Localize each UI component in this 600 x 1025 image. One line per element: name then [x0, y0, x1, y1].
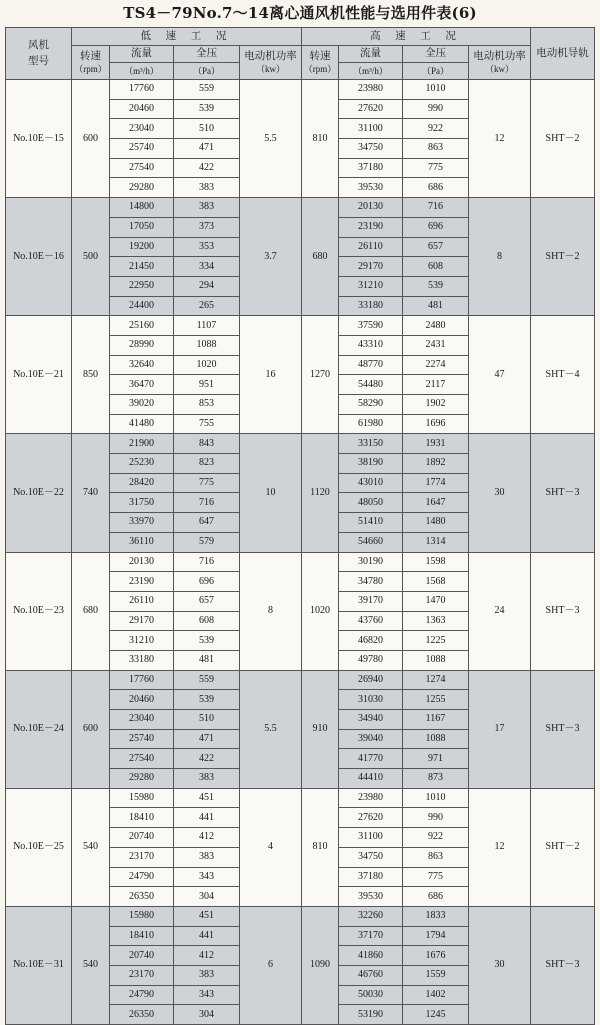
low-pressure-cell: 334 [174, 257, 240, 277]
header-high-flow-unit: （m³/h） [339, 63, 403, 80]
high-motor-power-cell: 17 [469, 670, 531, 788]
high-pressure-cell: 1088 [403, 650, 469, 670]
low-pressure-cell: 1107 [174, 316, 240, 336]
low-pressure-cell: 441 [174, 808, 240, 828]
high-speed-rpm-cell: 1020 [302, 552, 339, 670]
header-low-speed-label: 转速 [80, 50, 101, 62]
low-flow-cell: 23170 [110, 965, 174, 985]
high-pressure-cell: 1470 [403, 591, 469, 611]
high-pressure-cell: 1892 [403, 454, 469, 474]
high-flow-cell: 48770 [339, 355, 403, 375]
document-title: TS4－79No.7～14离心通风机性能与选用件表(6) [123, 4, 477, 22]
low-pressure-cell: 304 [174, 887, 240, 907]
high-flow-cell: 46820 [339, 631, 403, 651]
high-flow-cell: 46760 [339, 965, 403, 985]
low-flow-cell: 25740 [110, 139, 174, 159]
low-flow-cell: 32640 [110, 355, 174, 375]
high-flow-cell: 30190 [339, 552, 403, 572]
header-high-speed [302, 46, 339, 80]
low-flow-cell: 31210 [110, 631, 174, 651]
low-motor-power-cell: 5.5 [240, 670, 302, 788]
high-motor-power-cell: 30 [469, 434, 531, 552]
low-motor-power-cell: 5.5 [240, 80, 302, 198]
header-low-motor-power-unit: （kw） [256, 63, 285, 74]
high-pressure-cell: 1676 [403, 946, 469, 966]
low-motor-power-cell: 3.7 [240, 198, 302, 316]
header-model-label: 风机型号 [28, 39, 49, 67]
low-flow-cell: 31750 [110, 493, 174, 513]
fan-model-cell: No.10E－16 [6, 198, 72, 316]
high-pressure-cell: 873 [403, 769, 469, 789]
high-pressure-cell: 1255 [403, 690, 469, 710]
low-flow-cell: 28420 [110, 473, 174, 493]
high-flow-cell: 44410 [339, 769, 403, 789]
high-pressure-cell: 1010 [403, 80, 469, 100]
table-row [6, 906, 595, 926]
header-low-pressure: 全压 [174, 46, 240, 63]
high-flow-cell: 50030 [339, 985, 403, 1005]
low-flow-cell: 22950 [110, 276, 174, 296]
fan-model-group [6, 198, 595, 316]
high-flow-cell: 37180 [339, 867, 403, 887]
high-pressure-cell: 2431 [403, 335, 469, 355]
high-flow-cell: 41860 [339, 946, 403, 966]
high-pressure-cell: 1774 [403, 473, 469, 493]
header-high-pressure-unit: （Pa） [403, 63, 469, 80]
header-high-motor-power-label: 电动机功率 [473, 50, 526, 62]
low-pressure-cell: 1020 [174, 355, 240, 375]
high-pressure-cell: 990 [403, 808, 469, 828]
low-pressure-cell: 951 [174, 375, 240, 395]
high-flow-cell: 39530 [339, 178, 403, 198]
table-row [6, 788, 595, 808]
high-flow-cell: 39040 [339, 729, 403, 749]
low-flow-cell: 41480 [110, 414, 174, 434]
high-flow-cell: 31030 [339, 690, 403, 710]
low-flow-cell: 17050 [110, 217, 174, 237]
table-header [6, 28, 595, 80]
performance-table [5, 27, 595, 1025]
low-flow-cell: 27540 [110, 749, 174, 769]
low-flow-cell: 36470 [110, 375, 174, 395]
low-flow-cell: 26350 [110, 1005, 174, 1025]
high-pressure-cell: 922 [403, 119, 469, 139]
fan-model-group [6, 552, 595, 670]
high-flow-cell: 43310 [339, 335, 403, 355]
high-flow-cell: 39530 [339, 887, 403, 907]
high-flow-cell: 27620 [339, 808, 403, 828]
low-flow-cell: 29280 [110, 769, 174, 789]
high-flow-cell: 27620 [339, 99, 403, 119]
motor-rail-cell: SHT－2 [531, 80, 595, 198]
low-flow-cell: 26350 [110, 887, 174, 907]
high-flow-cell: 34940 [339, 710, 403, 730]
low-pressure-cell: 373 [174, 217, 240, 237]
low-flow-cell: 23040 [110, 119, 174, 139]
table-row [6, 434, 595, 454]
high-pressure-cell: 1696 [403, 414, 469, 434]
high-flow-cell: 34780 [339, 572, 403, 592]
high-flow-cell: 33150 [339, 434, 403, 454]
high-flow-cell: 31100 [339, 828, 403, 848]
low-speed-rpm-cell: 850 [72, 316, 110, 434]
high-flow-cell: 53190 [339, 1005, 403, 1025]
low-flow-cell: 17760 [110, 670, 174, 690]
high-motor-power-cell: 24 [469, 552, 531, 670]
table-row [6, 552, 595, 572]
high-pressure-cell: 1402 [403, 985, 469, 1005]
low-motor-power-cell: 6 [240, 906, 302, 1024]
high-pressure-cell: 657 [403, 237, 469, 257]
low-pressure-cell: 510 [174, 119, 240, 139]
low-flow-cell: 24790 [110, 867, 174, 887]
low-flow-cell: 18410 [110, 808, 174, 828]
high-flow-cell: 26940 [339, 670, 403, 690]
high-pressure-cell: 608 [403, 257, 469, 277]
low-pressure-cell: 353 [174, 237, 240, 257]
high-pressure-cell: 1088 [403, 729, 469, 749]
high-pressure-cell: 1314 [403, 532, 469, 552]
high-flow-cell: 31210 [339, 276, 403, 296]
header-high-motor-power-unit: （kw） [485, 63, 514, 74]
header-motor-rail: 电动机导轨 [531, 28, 595, 80]
high-flow-cell: 33180 [339, 296, 403, 316]
low-motor-power-cell: 10 [240, 434, 302, 552]
high-pressure-cell: 1794 [403, 926, 469, 946]
header-high-speed-group: 高 速 工 况 [302, 28, 531, 46]
low-pressure-cell: 471 [174, 729, 240, 749]
high-flow-cell: 23980 [339, 788, 403, 808]
low-flow-cell: 29170 [110, 611, 174, 631]
high-pressure-cell: 1225 [403, 631, 469, 651]
high-motor-power-cell: 12 [469, 788, 531, 906]
low-flow-cell: 18410 [110, 926, 174, 946]
low-pressure-cell: 383 [174, 769, 240, 789]
low-pressure-cell: 383 [174, 198, 240, 218]
low-pressure-cell: 422 [174, 749, 240, 769]
low-pressure-cell: 823 [174, 454, 240, 474]
low-flow-cell: 25740 [110, 729, 174, 749]
low-flow-cell: 20460 [110, 690, 174, 710]
fan-model-group [6, 670, 595, 788]
low-flow-cell: 24790 [110, 985, 174, 1005]
low-pressure-cell: 304 [174, 1005, 240, 1025]
low-pressure-cell: 755 [174, 414, 240, 434]
low-flow-cell: 20740 [110, 828, 174, 848]
high-flow-cell: 37180 [339, 158, 403, 178]
table-row [6, 80, 595, 100]
high-speed-rpm-cell: 810 [302, 788, 339, 906]
high-pressure-cell: 863 [403, 847, 469, 867]
motor-rail-cell: SHT－3 [531, 552, 595, 670]
low-pressure-cell: 539 [174, 99, 240, 119]
high-pressure-cell: 481 [403, 296, 469, 316]
high-pressure-cell: 1647 [403, 493, 469, 513]
low-pressure-cell: 696 [174, 572, 240, 592]
high-motor-power-cell: 12 [469, 80, 531, 198]
high-pressure-cell: 696 [403, 217, 469, 237]
low-flow-cell: 23170 [110, 847, 174, 867]
header-high-speed-unit: （rpm） [303, 63, 337, 74]
high-speed-rpm-cell: 1270 [302, 316, 339, 434]
low-motor-power-cell: 4 [240, 788, 302, 906]
high-pressure-cell: 922 [403, 828, 469, 848]
high-pressure-cell: 686 [403, 178, 469, 198]
low-pressure-cell: 422 [174, 158, 240, 178]
low-flow-cell: 33180 [110, 650, 174, 670]
high-flow-cell: 37590 [339, 316, 403, 336]
low-speed-rpm-cell: 600 [72, 80, 110, 198]
high-motor-power-cell: 8 [469, 198, 531, 316]
low-pressure-cell: 579 [174, 532, 240, 552]
high-pressure-cell: 1902 [403, 395, 469, 415]
low-flow-cell: 28990 [110, 335, 174, 355]
high-pressure-cell: 1363 [403, 611, 469, 631]
high-pressure-cell: 1245 [403, 1005, 469, 1025]
low-motor-power-cell: 8 [240, 552, 302, 670]
high-flow-cell: 58290 [339, 395, 403, 415]
high-speed-rpm-cell: 1120 [302, 434, 339, 552]
low-pressure-cell: 775 [174, 473, 240, 493]
low-speed-rpm-cell: 740 [72, 434, 110, 552]
fan-model-cell: No.10E－31 [6, 906, 72, 1024]
header-low-flow-unit: （m³/h） [110, 63, 174, 80]
low-pressure-cell: 343 [174, 985, 240, 1005]
motor-rail-cell: SHT－2 [531, 788, 595, 906]
low-flow-cell: 23190 [110, 572, 174, 592]
high-pressure-cell: 1931 [403, 434, 469, 454]
high-speed-rpm-cell: 910 [302, 670, 339, 788]
fan-model-cell: No.10E－25 [6, 788, 72, 906]
low-flow-cell: 24400 [110, 296, 174, 316]
high-pressure-cell: 686 [403, 887, 469, 907]
low-pressure-cell: 294 [174, 276, 240, 296]
high-flow-cell: 48050 [339, 493, 403, 513]
high-speed-rpm-cell: 1090 [302, 906, 339, 1024]
low-pressure-cell: 441 [174, 926, 240, 946]
high-pressure-cell: 716 [403, 198, 469, 218]
table-row [6, 670, 595, 690]
high-pressure-cell: 1167 [403, 710, 469, 730]
low-flow-cell: 25160 [110, 316, 174, 336]
high-motor-power-cell: 30 [469, 906, 531, 1024]
low-flow-cell: 33970 [110, 513, 174, 533]
table-row [6, 316, 595, 336]
high-flow-cell: 54660 [339, 532, 403, 552]
header-high-flow: 流量 [339, 46, 403, 63]
low-flow-cell: 25230 [110, 454, 174, 474]
low-pressure-cell: 471 [174, 139, 240, 159]
fan-model-cell: No.10E－15 [6, 80, 72, 198]
high-pressure-cell: 2480 [403, 316, 469, 336]
high-pressure-cell: 775 [403, 867, 469, 887]
low-flow-cell: 15980 [110, 788, 174, 808]
high-pressure-cell: 1274 [403, 670, 469, 690]
header-low-speed-unit: （rpm） [74, 63, 107, 74]
low-pressure-cell: 265 [174, 296, 240, 316]
high-flow-cell: 26110 [339, 237, 403, 257]
low-speed-rpm-cell: 680 [72, 552, 110, 670]
high-flow-cell: 54480 [339, 375, 403, 395]
low-flow-cell: 23040 [110, 710, 174, 730]
high-flow-cell: 34750 [339, 139, 403, 159]
high-flow-cell: 41770 [339, 749, 403, 769]
low-flow-cell: 20460 [110, 99, 174, 119]
table-row [6, 198, 595, 218]
fan-model-group [6, 788, 595, 906]
motor-rail-cell: SHT－3 [531, 906, 595, 1024]
motor-rail-cell: SHT－3 [531, 434, 595, 552]
high-flow-cell: 51410 [339, 513, 403, 533]
low-pressure-cell: 451 [174, 906, 240, 926]
low-motor-power-cell: 16 [240, 316, 302, 434]
low-pressure-cell: 383 [174, 847, 240, 867]
fan-model-cell: No.10E－24 [6, 670, 72, 788]
high-flow-cell: 32260 [339, 906, 403, 926]
high-pressure-cell: 1568 [403, 572, 469, 592]
low-flow-cell: 20130 [110, 552, 174, 572]
high-flow-cell: 38190 [339, 454, 403, 474]
high-pressure-cell: 1480 [403, 513, 469, 533]
high-pressure-cell: 539 [403, 276, 469, 296]
high-flow-cell: 23980 [339, 80, 403, 100]
fan-model-group [6, 434, 595, 552]
high-pressure-cell: 971 [403, 749, 469, 769]
low-flow-cell: 19200 [110, 237, 174, 257]
header-low-motor-power-label: 电动机功率 [244, 50, 297, 62]
low-pressure-cell: 481 [174, 650, 240, 670]
low-speed-rpm-cell: 540 [72, 906, 110, 1024]
low-flow-cell: 21450 [110, 257, 174, 277]
high-flow-cell: 34750 [339, 847, 403, 867]
low-pressure-cell: 412 [174, 828, 240, 848]
high-pressure-cell: 1833 [403, 906, 469, 926]
header-low-pressure-unit: （Pa） [174, 63, 240, 80]
low-flow-cell: 14800 [110, 198, 174, 218]
low-pressure-cell: 559 [174, 670, 240, 690]
high-flow-cell: 20130 [339, 198, 403, 218]
high-flow-cell: 43760 [339, 611, 403, 631]
low-flow-cell: 29280 [110, 178, 174, 198]
low-flow-cell: 27540 [110, 158, 174, 178]
high-pressure-cell: 775 [403, 158, 469, 178]
header-model [6, 28, 72, 80]
fan-model-group [6, 316, 595, 434]
low-pressure-cell: 383 [174, 178, 240, 198]
high-flow-cell: 23190 [339, 217, 403, 237]
low-pressure-cell: 853 [174, 395, 240, 415]
low-pressure-cell: 412 [174, 946, 240, 966]
low-speed-rpm-cell: 600 [72, 670, 110, 788]
high-pressure-cell: 1559 [403, 965, 469, 985]
high-motor-power-cell: 47 [469, 316, 531, 434]
low-pressure-cell: 716 [174, 552, 240, 572]
high-flow-cell: 61980 [339, 414, 403, 434]
low-speed-rpm-cell: 500 [72, 198, 110, 316]
header-high-motor-power [469, 46, 531, 80]
high-flow-cell: 29170 [339, 257, 403, 277]
low-pressure-cell: 383 [174, 965, 240, 985]
low-flow-cell: 17760 [110, 80, 174, 100]
low-pressure-cell: 657 [174, 591, 240, 611]
motor-rail-cell: SHT－3 [531, 670, 595, 788]
fan-model-group [6, 906, 595, 1024]
low-flow-cell: 26110 [110, 591, 174, 611]
header-low-motor-power [240, 46, 302, 80]
low-flow-cell: 15980 [110, 906, 174, 926]
high-flow-cell: 39170 [339, 591, 403, 611]
low-pressure-cell: 539 [174, 631, 240, 651]
header-low-speed [72, 46, 110, 80]
low-pressure-cell: 510 [174, 710, 240, 730]
low-flow-cell: 20740 [110, 946, 174, 966]
header-high-pressure: 全压 [403, 46, 469, 63]
low-speed-rpm-cell: 540 [72, 788, 110, 906]
motor-rail-cell: SHT－4 [531, 316, 595, 434]
high-pressure-cell: 1598 [403, 552, 469, 572]
low-pressure-cell: 843 [174, 434, 240, 454]
high-flow-cell: 37170 [339, 926, 403, 946]
header-high-speed-label: 转速 [309, 50, 331, 62]
high-pressure-cell: 2274 [403, 355, 469, 375]
header-low-flow: 流量 [110, 46, 174, 63]
low-flow-cell: 21900 [110, 434, 174, 454]
low-flow-cell: 36110 [110, 532, 174, 552]
fan-model-cell: No.10E－23 [6, 552, 72, 670]
high-flow-cell: 49780 [339, 650, 403, 670]
motor-rail-cell: SHT－2 [531, 198, 595, 316]
low-pressure-cell: 716 [174, 493, 240, 513]
high-speed-rpm-cell: 680 [302, 198, 339, 316]
high-flow-cell: 43010 [339, 473, 403, 493]
low-pressure-cell: 343 [174, 867, 240, 887]
high-pressure-cell: 1010 [403, 788, 469, 808]
high-speed-rpm-cell: 810 [302, 80, 339, 198]
high-flow-cell: 31100 [339, 119, 403, 139]
low-pressure-cell: 539 [174, 690, 240, 710]
fan-model-cell: No.10E－21 [6, 316, 72, 434]
low-flow-cell: 39020 [110, 395, 174, 415]
high-pressure-cell: 863 [403, 139, 469, 159]
fan-model-cell: No.10E－22 [6, 434, 72, 552]
header-low-speed-group: 低 速 工 况 [72, 28, 302, 46]
high-pressure-cell: 2117 [403, 375, 469, 395]
low-pressure-cell: 647 [174, 513, 240, 533]
fan-model-group [6, 80, 595, 198]
low-pressure-cell: 559 [174, 80, 240, 100]
low-pressure-cell: 1088 [174, 335, 240, 355]
high-pressure-cell: 990 [403, 99, 469, 119]
low-pressure-cell: 451 [174, 788, 240, 808]
low-pressure-cell: 608 [174, 611, 240, 631]
